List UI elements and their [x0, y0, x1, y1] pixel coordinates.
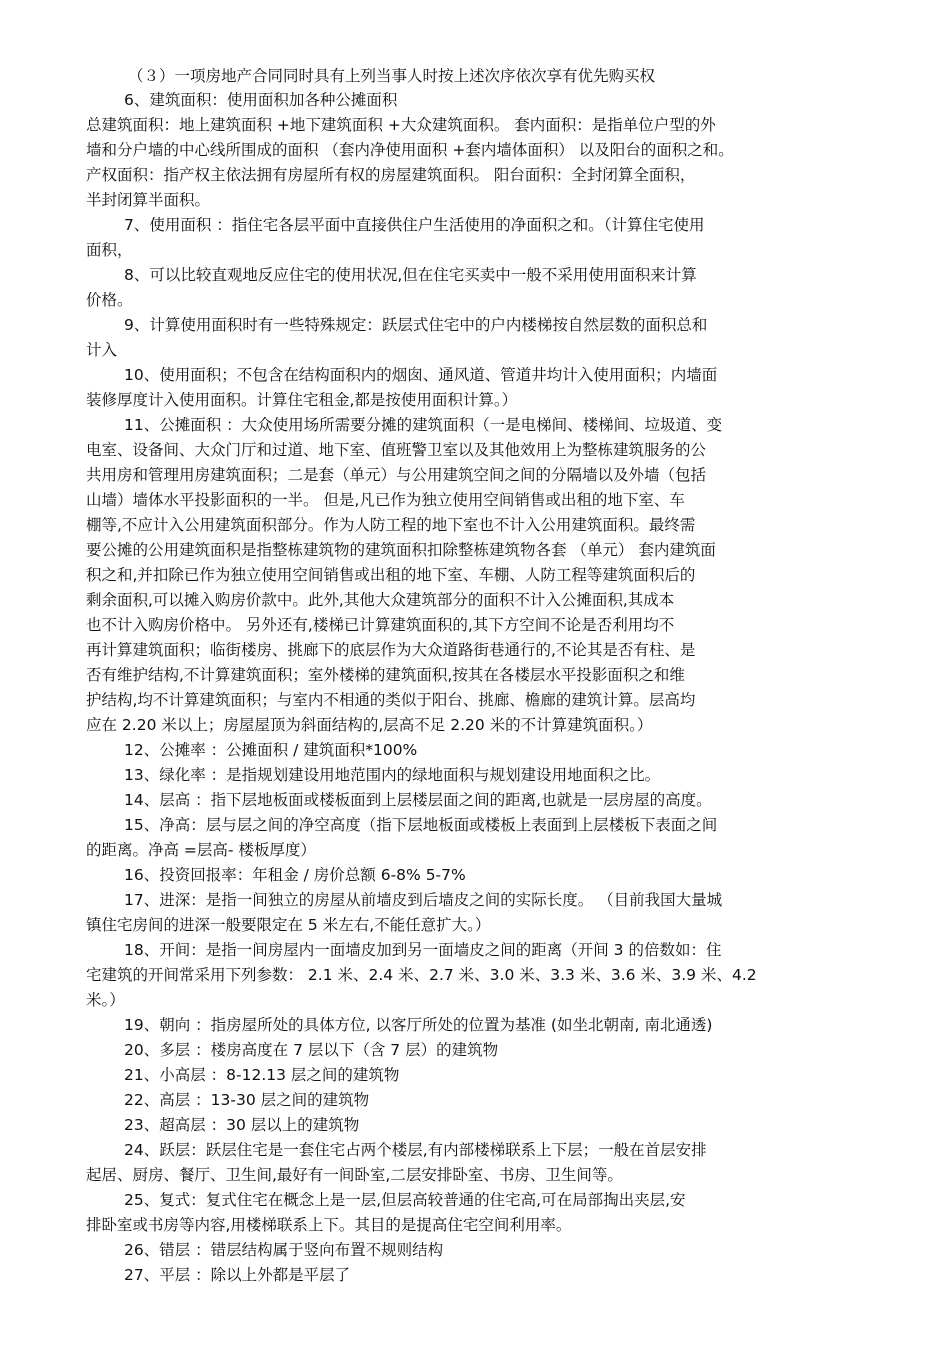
text-line-29: 13、绿化率 ：是指规划建设用地范围内的绿地面积与规划建设用地面积之比。 — [124, 766, 661, 784]
text-line-8: 面积， — [86, 241, 133, 259]
text-line-37: 宅建筑的开间常采用下列参数： 2.1 米、2.4 米、2.7 米、3.0 米、3.3 米、3.6 米、3.9 米、4.2 — [86, 966, 757, 984]
text-line-48: 26、错层 ：错层结构属于竖向布置不规则结构 — [124, 1241, 444, 1259]
text-line-7: 7、使用面积 ：指住宅各层平面中直接供住户生活使用的净面积之和。（计算住宅使用 — [124, 216, 705, 234]
text-line-14: 装修厚度计入使用面积。计算住宅租金,都是按使用面积计算。） — [86, 391, 518, 409]
text-line-26: 护结构,均不计算建筑面积；与室内不相通的类似于阳台、挑廊、檐廊的建筑计算。层高均 — [86, 691, 696, 709]
text-line-16: 电室、设备间、大众门厅和过道、地下室、值班警卫室以及其他效用上为整栋建筑服务的公 — [86, 441, 707, 459]
text-line-34: 17、进深：是指一间独立的房屋从前墙皮到后墙皮之间的实际长度。 （目前我国大量城 — [124, 891, 723, 909]
text-line-4: 墙和分户墙的中心线所围成的面积 （套内净使用面积 +套内墙体面积） 以及阳台的面积之和。 — [86, 141, 734, 159]
text-line-49: 27、平层 ：除以上外都是平层了 — [124, 1266, 351, 1284]
text-line-43: 23、超高层 ：30 层以上的建筑物 — [124, 1116, 360, 1134]
text-line-30: 14、层高 ：指下层地板面或楼板面到上层楼层面之间的距离,也就是一层房屋的高度。 — [124, 791, 712, 809]
text-line-6: 半封闭算半面积。 — [86, 191, 211, 209]
text-line-9: 8、可以比较直观地反应住宅的使用状况,但在住宅买卖中一般不采用使用面积来计算 — [124, 266, 697, 284]
text-line-1: （３）一项房地产合同同时具有上列当事人时按上述次序依次享有优先购买权 — [128, 67, 656, 85]
text-line-2: 6、建筑面积：使用面积加各种公摊面积 — [124, 91, 398, 109]
text-line-11: 9、计算使用面积时有一些特殊规定：跃层式住宅中的户内楼梯按自然层数的面积总和 — [124, 316, 708, 334]
text-line-17: 共用房和管理用房建筑面积；二是套（单元）与公用建筑空间之间的分隔墙以及外墙（包括 — [86, 466, 707, 484]
text-line-18: 山墙）墙体水平投影面积的一半。 但是,凡已作为独立使用空间销售或出租的地下室、车 — [86, 491, 685, 509]
text-line-33: 16、投资回报率：年租金 / 房价总额 6-8% 5-7% — [124, 866, 466, 884]
text-line-47: 排卧室或书房等内容,用楼梯联系上下。其目的是提高住宅空间利用率。 — [86, 1216, 572, 1234]
text-line-36: 18、开间：是指一间房屋内一面墙皮加到另一面墙皮之间的距离（开间 3 的倍数如：住 — [124, 941, 722, 959]
text-line-5: 产权面积：指产权主依法拥有房屋所有权的房屋建筑面积。 阳台面积：全封闭算全面积， — [86, 166, 696, 184]
text-line-27: 应在 2.20 米以上；房屋屋顶为斜面结构的,层高不足 2.20 米的不计算建筑面积。） — [86, 716, 653, 734]
text-line-45: 起居、厨房、餐厅、卫生间,最好有一间卧室,二层安排卧室、书房、卫生间等。 — [86, 1166, 623, 1184]
text-line-39: 19、朝向 ：指房屋所处的具体方位, 以客厅所处的位置为基准 (如坐北朝南, 南北通透) — [124, 1016, 713, 1034]
text-line-42: 22、高层 ：13-30 层之间的建筑物 — [124, 1091, 370, 1109]
text-line-15: 11、公摊面积 ：大众使用场所需要分摊的建筑面积（一是电梯间、楼梯间、垃圾道、变 — [124, 416, 723, 434]
text-line-25: 否有维护结构,不计算建筑面积；室外楼梯的建筑面积,按其在各楼层水平投影面积之和维 — [86, 666, 685, 684]
text-line-19: 棚等,不应计入公用建筑面积部分。作为人防工程的地下室也不计入公用建筑面积。最终需 — [86, 516, 696, 534]
text-line-22: 剩余面积,可以摊入购房价款中。此外,其他大众建筑部分的面积不计入公摊面积,其成本 — [86, 591, 675, 609]
text-line-32: 的距离。净高 =层高- 楼板厚度） — [86, 841, 316, 859]
text-line-46: 25、复式：复式住宅在概念上是一层,但层高较普通的住宅高,可在局部掏出夹层,安 — [124, 1191, 686, 1209]
text-line-31: 15、净高：层与层之间的净空高度（指下层地板面或楼板上表面到上层楼板下表面之间 — [124, 816, 718, 834]
text-line-21: 积之和,并扣除已作为独立使用空间销售或出租的地下室、车棚、人防工程等建筑面积后的 — [86, 566, 696, 584]
text-line-10: 价格。 — [86, 291, 133, 309]
text-line-3: 总建筑面积：地上建筑面积 +地下建筑面积 +大众建筑面积。 套内面积：是指单位户型的外 — [86, 116, 716, 134]
text-line-23: 也不计入购房价格中。 另外还有,楼梯已计算建筑面积的,其下方空间不论是否利用均不 — [86, 616, 675, 634]
text-line-24: 再计算建筑面积；临街楼房、挑廊下的底层作为大众道路街巷通行的,不论其是否有柱、是 — [86, 641, 696, 659]
text-line-44: 24、跃层：跃层住宅是一套住宅占两个楼层,有内部楼梯联系上下层；一般在首层安排 — [124, 1141, 707, 1159]
text-line-12: 计入 — [86, 341, 118, 359]
text-line-35: 镇住宅房间的进深一般要限定在 5 米左右,不能任意扩大。） — [86, 916, 491, 934]
text-line-41: 21、小高层 ：8-12.13 层之间的建筑物 — [124, 1066, 400, 1084]
text-line-20: 要公摊的公用建筑面积是指整栋建筑物的建筑面积扣除整栋建筑物各套 （单元） 套内建筑面 — [86, 541, 716, 559]
text-line-38: 米。） — [86, 991, 125, 1009]
text-line-13: 10、使用面积；不包含在结构面积内的烟囱、通风道、管道井均计入使用面积；内墙面 — [124, 366, 718, 384]
text-line-40: 20、多层 ：楼房高度在 7 层以下（含 7 层）的建筑物 — [124, 1041, 499, 1059]
text-line-28: 12、公摊率 ：公摊面积 / 建筑面积*100% — [124, 741, 418, 759]
